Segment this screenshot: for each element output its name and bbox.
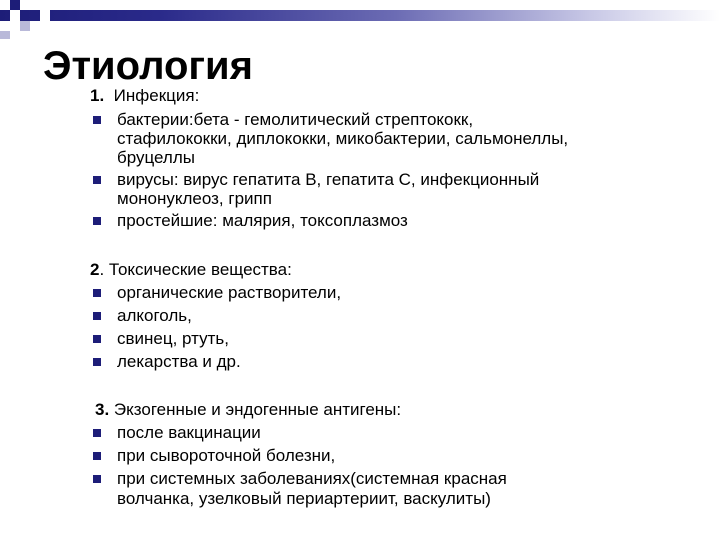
section2-number: 2 — [90, 260, 100, 279]
section3-heading-text: Экзогенные и эндогенные антигены: — [109, 400, 402, 419]
bullet-icon — [93, 312, 101, 320]
corner-square-navy — [10, 0, 20, 10]
list-item-continuation: стафилококки, диплококки, микобактерии, сальмонеллы, — [117, 129, 569, 148]
bullet-icon — [93, 335, 101, 343]
page-title: Этиология — [43, 44, 253, 88]
section1-number: 1. — [90, 86, 105, 105]
list-item: простейшие: малярия, токсоплазмоз — [117, 211, 408, 230]
list-item: после вакцинации — [117, 423, 261, 442]
list-item-continuation: бруцеллы — [117, 148, 195, 167]
list-item: при сывороточной болезни, — [117, 446, 336, 465]
section2-heading-text: . Токсические вещества: — [99, 260, 292, 279]
bullet-icon — [93, 452, 101, 460]
list-item: органические растворители, — [117, 283, 342, 302]
bullet-icon — [93, 116, 101, 124]
list-item: вирусы: вирус гепатита В, гепатита С, инфекционный — [117, 170, 540, 189]
list-item: при системных заболеваниях(системная красная — [117, 469, 507, 488]
list-item: бактерии:бета - гемолитический стрептококк, — [117, 110, 474, 129]
section2-heading — [90, 260, 292, 280]
bullet-icon — [93, 429, 101, 437]
section1-heading — [90, 86, 199, 106]
corner-square-white — [10, 10, 20, 21]
bullet-icon — [93, 475, 101, 483]
corner-square-white — [30, 0, 40, 10]
corner-square-gray — [0, 31, 10, 39]
corner-square-gray — [20, 21, 30, 31]
bullet-icon — [93, 176, 101, 184]
section3-heading — [95, 400, 401, 420]
list-item: алкоголь, — [117, 306, 192, 325]
section3-number: 3. — [95, 400, 110, 419]
corner-square-white — [40, 10, 50, 21]
list-item: свинец, ртуть, — [117, 329, 229, 348]
bullet-icon — [93, 217, 101, 225]
list-item-continuation: волчанка, узелковый периартериит, васкулиты) — [117, 489, 491, 508]
section1-heading-text: Инфекция: — [113, 86, 200, 105]
corner-square-white — [0, 0, 10, 10]
list-item-continuation: мононуклеоз, грипп — [117, 189, 272, 208]
bullet-icon — [93, 289, 101, 297]
list-item: лекарства и др. — [117, 352, 241, 371]
header-gradient-band — [0, 10, 720, 21]
bullet-icon — [93, 358, 101, 366]
